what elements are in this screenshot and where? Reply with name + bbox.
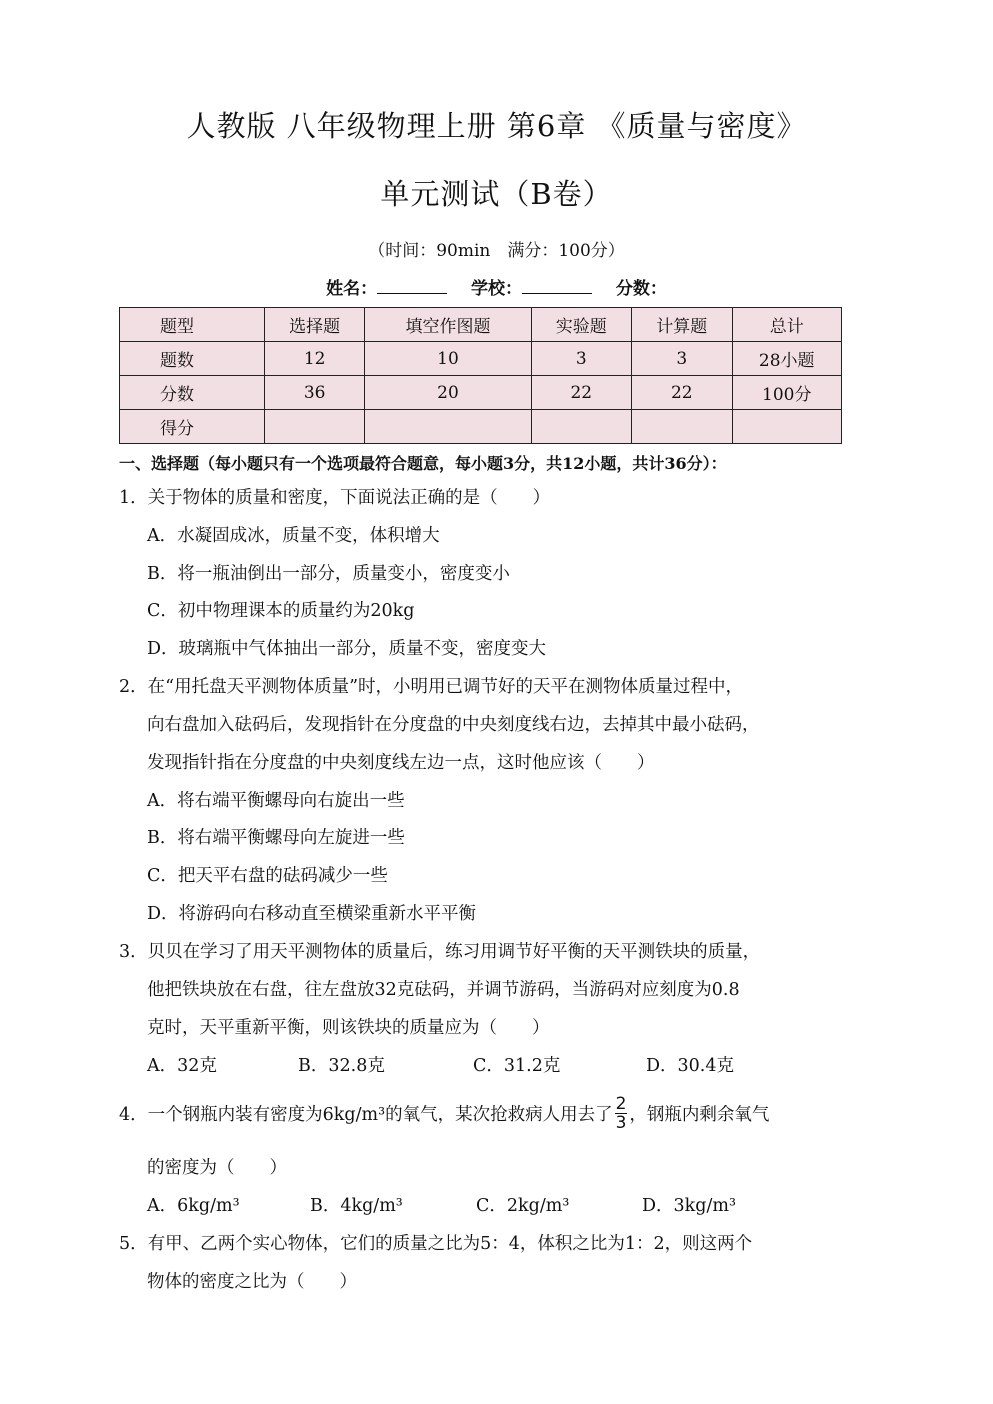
table-cell: 选择题: [264, 308, 364, 342]
question-1-option-b[interactable]: B．将一瓶油倒出一部分，质量变小，密度变小: [147, 564, 510, 584]
question-4-option-d[interactable]: D．3kg/m³: [642, 1196, 736, 1216]
score-input-cell[interactable]: [732, 410, 842, 444]
fraction-denominator: 3: [615, 1113, 627, 1133]
table-cell: 分数: [120, 376, 265, 410]
score-input-cell[interactable]: [264, 410, 364, 444]
table-cell: 计算题: [632, 308, 732, 342]
question-4-stem-line: 的密度为（ ）: [147, 1158, 287, 1178]
fraction: [615, 1095, 628, 1132]
table-cell: 22: [531, 376, 631, 410]
question-2-option-c[interactable]: C．把天平右盘的砝码减少一些: [147, 866, 388, 886]
question-3-option-a[interactable]: A．32克: [147, 1056, 217, 1076]
question-2-stem: 2．在“用托盘天平测物体质量”时，小明用已调节好的天平在测物体质量过程中，: [119, 677, 744, 697]
question-4-option-a[interactable]: A．6kg/m³: [147, 1196, 240, 1216]
table-cell: 题数: [120, 342, 265, 376]
table-cell: 得分: [120, 410, 265, 444]
table-cell: 10: [365, 342, 531, 376]
question-1-option-c[interactable]: C．初中物理课本的质量约为20kg: [147, 601, 415, 621]
question-4-stem-part: 4．一个钢瓶内装有密度为6kg/m³的氧气，某次抢救病人用去了: [119, 1105, 613, 1125]
question-2-option-d[interactable]: D．将游码向右移动直至横梁重新水平平衡: [147, 904, 477, 924]
question-3-stem: 3．贝贝在学习了用天平测物体的质量后，练习用调节好平衡的天平测铁块的质量，: [119, 942, 761, 962]
question-2-option-a[interactable]: A．将右端平衡螺母向右旋出一些: [147, 791, 405, 811]
section-heading: 一、选择题（每小题只有一个选项最符合题意，每小题3分，共12小题，共计36分）：: [119, 454, 727, 473]
fraction-numerator: 2: [615, 1094, 627, 1114]
school-label: 学校：: [471, 279, 522, 299]
question-1-option-a[interactable]: A．水凝固成冰，质量不变，体积增大: [147, 526, 440, 546]
time-score-info: （时间：90min 满分：100分）: [368, 241, 625, 261]
table-row: [120, 410, 842, 444]
table-cell: 总计: [732, 308, 842, 342]
question-3-stem-line: 他把铁块放在右盘，往左盘放32克砝码，并调节游码，当游码对应刻度为0.8: [147, 980, 740, 1000]
table-cell: 3: [531, 342, 631, 376]
question-4-stem-part: ，钢瓶内剩余氧气: [629, 1105, 770, 1125]
score-label: 分数：: [615, 279, 667, 299]
table-cell: 36: [264, 376, 364, 410]
question-3-option-b[interactable]: B．32.8克: [298, 1056, 385, 1076]
page-title: 人教版 八年级物理上册 第6章 《质量与密度》: [186, 109, 807, 143]
question-4-option-c[interactable]: C．2kg/m³: [476, 1196, 570, 1216]
name-label: 姓名：: [326, 279, 378, 299]
table-cell: 实验题: [531, 308, 631, 342]
question-4-option-b[interactable]: B．4kg/m³: [310, 1196, 403, 1216]
question-2-stem-line: 向右盘加入砝码后，发现指针在分度盘的中央刻度线右边，去掉其中最小砝码，: [147, 715, 760, 735]
question-3-option-d[interactable]: D．30.4克: [646, 1056, 734, 1076]
student-info-line: [0, 274, 993, 299]
table-row: [120, 308, 842, 342]
score-input-cell[interactable]: [531, 410, 631, 444]
table-cell: 100分: [732, 376, 842, 410]
table-row: [120, 376, 842, 410]
table-cell: 22: [632, 376, 732, 410]
question-1-option-d[interactable]: D．玻璃瓶中气体抽出一部分，质量不变，密度变大: [147, 639, 547, 659]
question-2-stem-line: 发现指针指在分度盘的中央刻度线左边一点，这时他应该（ ）: [147, 753, 655, 773]
table-cell: 12: [264, 342, 364, 376]
table-cell: 题型: [120, 308, 265, 342]
page-subtitle-title: 单元测试（B卷）: [380, 177, 613, 211]
question-4-stem: [119, 1094, 770, 1134]
school-blank[interactable]: [522, 277, 592, 294]
table-cell: 3: [632, 342, 732, 376]
question-5-stem-line: 物体的密度之比为（ ）: [147, 1272, 357, 1292]
score-table: [119, 307, 842, 444]
name-blank[interactable]: [377, 277, 447, 294]
question-2-option-b[interactable]: B．将右端平衡螺母向左旋进一些: [147, 828, 405, 848]
table-row: [120, 342, 842, 376]
table-cell: 填空作图题: [365, 308, 531, 342]
score-input-cell[interactable]: [632, 410, 732, 444]
score-input-cell[interactable]: [365, 410, 531, 444]
question-3-option-c[interactable]: C．31.2克: [473, 1056, 561, 1076]
table-cell: 28小题: [732, 342, 842, 376]
table-cell: 20: [365, 376, 531, 410]
question-1-stem: 1．关于物体的质量和密度，下面说法正确的是（ ）: [119, 488, 551, 508]
question-3-stem-line: 克时，天平重新平衡，则该铁块的质量应为（ ）: [147, 1018, 550, 1038]
question-5-stem: 5．有甲、乙两个实心物体，它们的质量之比为5：4，体积之比为1：2，则这两个: [119, 1234, 753, 1254]
